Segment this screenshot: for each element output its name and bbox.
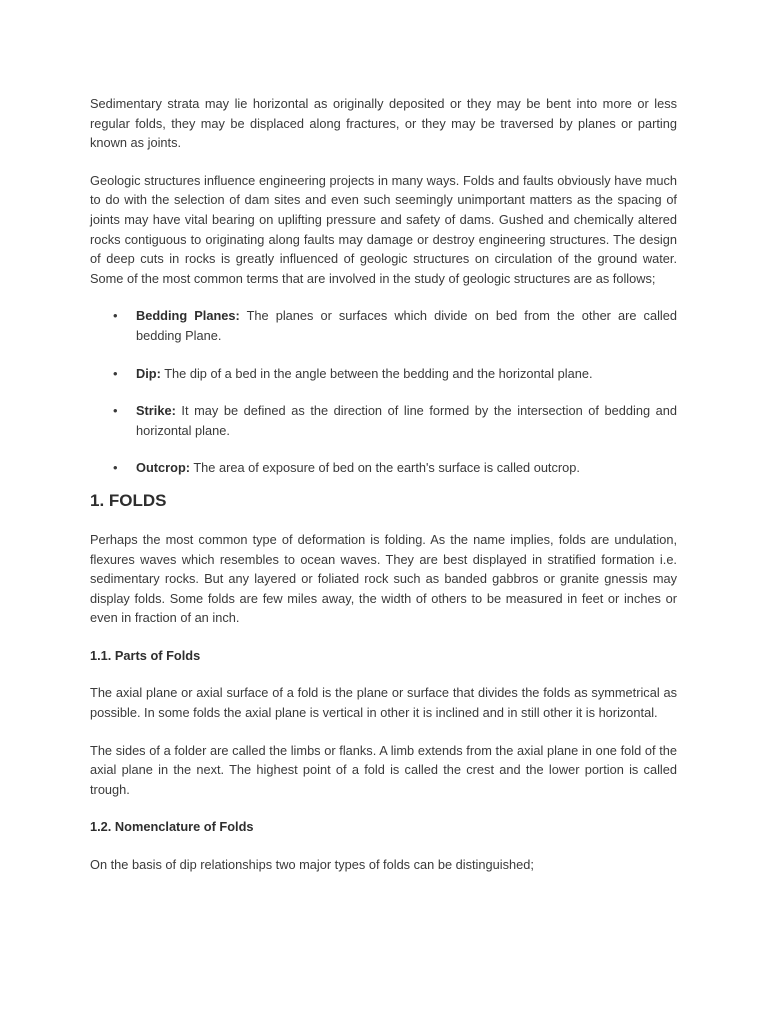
list-item-outcrop: [90, 458, 677, 478]
parts-paragraph-1: The axial plane or axial surface of a fold is the plane or surface that divides the folds as symmetrical as possible. In some folds the axial plane is vertical in other it is inclined and in still other it is horizontal.: [90, 685, 677, 721]
term-label: Strike:: [136, 403, 176, 419]
document-page: [90, 94, 677, 875]
intro-paragraph-2: Geologic structures influence engineering projects in many ways. Folds and faults obviously have much to do with the selection of dam sites and even such seemingly unimportant matters as the spacing of joints may have vital bearing on uplifting pressure and safety of dams. Gushed and chemically altered rocks contiguous to originating along faults may damage or destroy engineering structures. The design of deep cuts in rocks is greatly influenced of geologic structures on circulation of the ground water. Some of the most common terms that are involved in the study of geologic structures are as follows;: [90, 172, 677, 286]
list-item-bedding-planes: [90, 306, 677, 345]
term-definition: The planes or surfaces which divide on bed from the other are called bedding Plane.: [136, 308, 677, 343]
terms-list: [90, 306, 677, 478]
parts-paragraph-2: The sides of a folder are called the limbs or flanks. A limb extends from the axial plane in one fold of the axial plane in the next. The highest point of a fold is called the crest and the lower portion is called trough.: [90, 742, 677, 797]
nomenclature-paragraph-1: On the basis of dip relationships two major types of folds can be distinguished;: [90, 857, 534, 873]
folds-paragraph-1: Perhaps the most common type of deformation is folding. As the name implies, folds are undulation, flexures waves which resembles to ocean waves. They are best displayed in stratified formation i.e. sedimentary rocks. But any layered or foliated rock such as banded gabbros or granite gnessis may display folds. Some folds are few miles away, the width of others to be measured in feet or inches or even in fraction of an inch.: [90, 531, 677, 626]
subsection-heading-nomenclature: 1.2. Nomenclature of Folds: [90, 819, 254, 835]
bullet-icon: •: [113, 403, 118, 419]
list-item-dip: [90, 364, 677, 384]
term-definition: The area of exposure of bed on the earth's surface is called outcrop.: [190, 460, 580, 476]
term-label: Outcrop:: [136, 460, 191, 476]
list-item-strike: [90, 401, 677, 440]
term-definition: It may be defined as the direction of line formed by the intersection of bedding and horizontal plane.: [136, 403, 677, 438]
bullet-icon: •: [113, 460, 118, 476]
intro-paragraph-1: Sedimentary strata may lie horizontal as originally deposited or they may be bent into more or less regular folds, they may be displaced along fractures, or they may be traversed by planes or parting known as joints.: [90, 96, 677, 151]
bullet-icon: •: [113, 365, 118, 381]
subsection-heading-parts-of-folds: 1.1. Parts of Folds: [90, 647, 201, 663]
term-label: Dip:: [136, 365, 161, 381]
bullet-icon: •: [113, 308, 118, 324]
term-label: Bedding Planes:: [136, 308, 240, 324]
term-definition: The dip of a bed in the angle between the bedding and the horizontal plane.: [160, 365, 593, 381]
section-heading-folds: 1. FOLDS: [90, 490, 167, 510]
